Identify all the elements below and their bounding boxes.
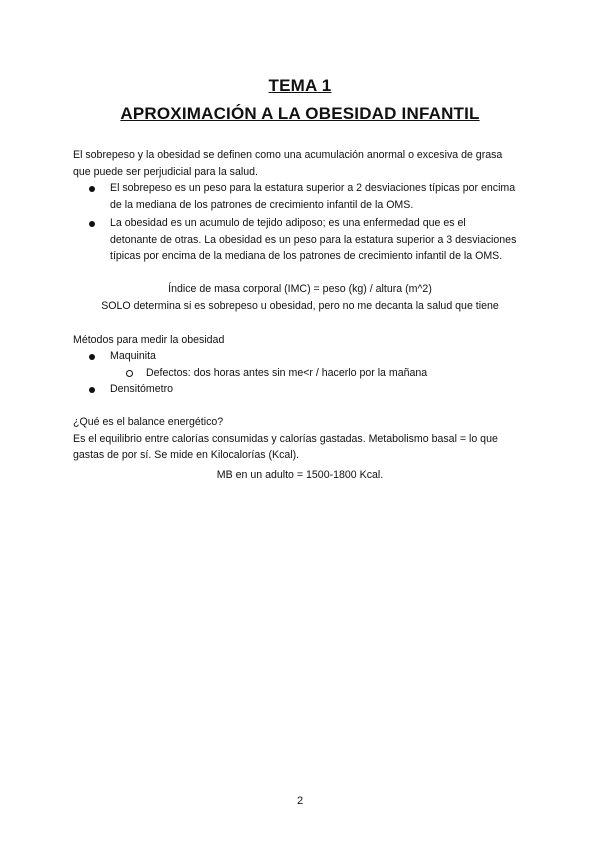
method-label: Densitómetro [110, 383, 173, 395]
methods-list [73, 348, 528, 398]
list-item [73, 215, 528, 265]
method-label: Maquinita [110, 350, 156, 362]
bullet-icon [89, 354, 95, 360]
list-item [73, 348, 528, 365]
list-item [73, 381, 528, 398]
intro-paragraph [73, 147, 528, 180]
definition-line: El sobrepeso es un peso para la estatura superior a 2 desviaciones típicas por encima [110, 182, 516, 194]
balance-line: gastas de por sí. Se mide en Kilocalorías (Kcal). [73, 449, 300, 461]
balance-line: Es el equilibrio entre calorías consumidas y calorías gastadas. Metabolismo basal = lo que [73, 432, 498, 445]
page-subtitle: APROXIMACIÓN A LA OBESIDAD INFANTIL [120, 104, 480, 123]
imc-formula: Índice de masa corporal (IMC) = peso (kg) / altura (m^2) [168, 283, 432, 295]
page-number: 2 [296, 795, 304, 807]
bullet-icon [89, 387, 95, 393]
methods-heading: Métodos para medir la obesidad [73, 334, 225, 346]
list-item [73, 180, 528, 213]
definitions-list [73, 180, 528, 265]
bullet-icon [89, 221, 95, 227]
intro-line: que puede ser perjudicial para la salud. [73, 165, 258, 178]
definition-line: de la mediana de los patrones de crecimiento infantil de la OMS. [110, 198, 414, 211]
page-title: TEMA 1 [268, 76, 332, 95]
hollow-bullet-icon [126, 370, 133, 377]
balance-question: ¿Qué es el balance energético? [73, 416, 224, 428]
mb-value: MB en un adulto = 1500-1800 Kcal. [216, 469, 384, 481]
bullet-icon [89, 186, 95, 192]
solo-note: SOLO determina si es sobrepeso u obesidad, pero no me decanta la salud que tiene [101, 300, 499, 312]
definition-line: La obesidad es un acumulo de tejido adiposo; es una enfermedad que es el [110, 217, 466, 229]
balance-section [73, 414, 528, 464]
intro-line: El sobrepeso y la obesidad se definen como una acumulación anormal o excesiva de grasa [73, 149, 503, 161]
method-sub-note: Defectos: dos horas antes sin me<r / hacerlo por la mañana [146, 366, 428, 379]
definition-line: típicas por encima de la mediana de los patrones de crecimiento infantil de la OMS. [110, 250, 503, 262]
sub-list-item [73, 365, 528, 382]
definition-line: detonante de otras. La obesidad es un peso para la estatura superior a 3 desviaciones [110, 233, 517, 246]
